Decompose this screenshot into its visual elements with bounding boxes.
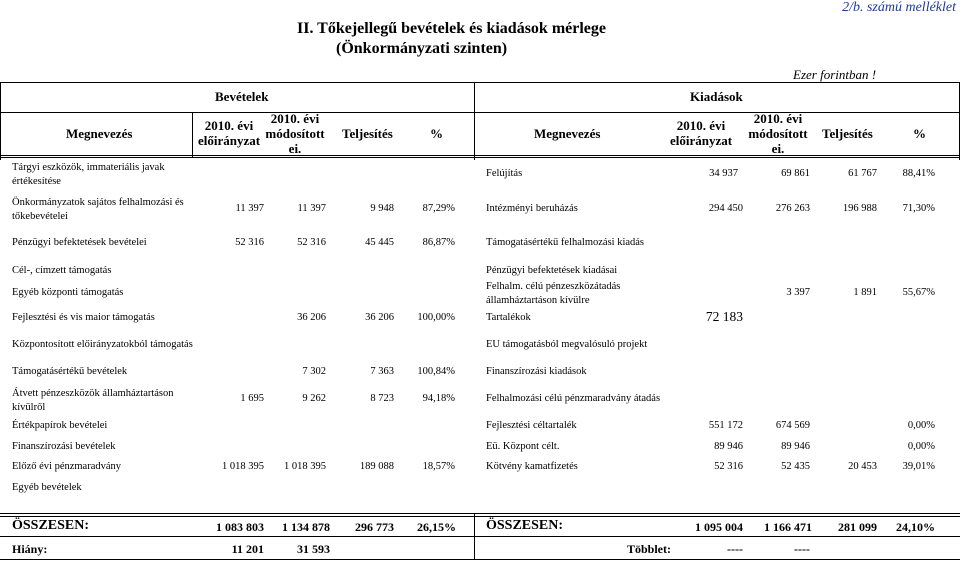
row3-right-name: Támogatásértékű felhalmozási kiadás (486, 237, 645, 248)
row8-left-modositott: 7 363 (370, 366, 394, 377)
row11-right-pct: 0,00% (907, 441, 935, 452)
row11-right-modositott: 89 946 (781, 441, 810, 452)
row9-left-name: Átvett pénzeszközök államháztartáson kívülről (12, 388, 174, 413)
row12-left-name: Előző évi pénzmaradvány (12, 461, 122, 472)
total-right-eloiranyzat: 1 095 004 (695, 520, 743, 534)
row1-left-name: Tárgyi eszközök, immateriális javak értékesítése (12, 162, 165, 187)
header-bevetelek: Bevételek (215, 89, 269, 104)
row6-right-name: Tartalékok (486, 312, 531, 323)
row1-right-teljesites: 61 767 (848, 168, 877, 179)
row10-right-pct: 0,00% (907, 420, 935, 431)
rule (474, 82, 475, 160)
row1-right-modositott: 69 861 (781, 168, 810, 179)
total-label-left: ÖSSZESEN: (12, 518, 90, 533)
rule (0, 82, 960, 83)
row3-left-name: Pénzügyi befektetések bevételei (12, 237, 147, 248)
total-left-teljesites: 296 773 (355, 520, 394, 534)
row12-right-teljesites: 20 453 (848, 461, 877, 472)
row11-left-name: Finanszírozási bevételek (12, 441, 116, 452)
row9-left-teljesites: 8 723 (370, 393, 394, 404)
row13-left-name: Egyéb bevételek (12, 482, 82, 493)
row1-right-eloiranyzat: 34 937 (709, 168, 738, 179)
row6-left-teljesites: 100,00% (417, 312, 455, 323)
row2-right-teljesites: 196 988 (842, 203, 877, 214)
row6-left-eloiranyzat: 36 206 (297, 312, 326, 323)
tobblet-label: Többlet: (627, 542, 672, 556)
row2-right-eloiranyzat: 294 450 (708, 203, 743, 214)
row7-left-name: Központosított előirányzatokból támogatás (12, 339, 193, 350)
row12-left-eloiranyzat: 1 018 395 (222, 461, 264, 472)
header-teljesites-right: Teljesítés (822, 126, 873, 141)
header-megnevezes-left: Megnevezés (66, 126, 133, 141)
rule (0, 82, 1, 160)
page-title: II. Tőkejellegű bevételek és kiadások mérlege (297, 20, 607, 37)
row11-right-name: Eü. Központ célt. (486, 441, 560, 452)
row2-left-name: Önkormányzatok sajátos felhalmozási és tőkebevételei (12, 197, 184, 222)
row5-right-teljesites: 1 891 (853, 287, 877, 298)
rule (0, 536, 960, 537)
row5-left-name: Egyéb központi támogatás (12, 287, 124, 298)
row8-left-eloiranyzat: 7 302 (302, 366, 326, 377)
row10-left-name: Értékpapírok bevételei (12, 420, 108, 431)
row12-right-pct: 39,01% (902, 461, 935, 472)
total-left-modositott: 1 134 878 (282, 520, 330, 534)
page-subtitle: (Önkormányzati szinten) (336, 40, 508, 57)
total-left-pct: 26,15% (417, 520, 456, 534)
row5-right-modositott: 3 397 (786, 287, 810, 298)
row9-right-name: Felhalmozási célú pénzmaradvány átadás (486, 393, 661, 404)
hiany-eloiranyzat: 11 201 (231, 542, 264, 556)
header-megnevezes-right: Megnevezés (534, 126, 601, 141)
row10-right-eloiranyzat: 551 172 (708, 420, 743, 431)
row2-left-eloiranyzat: 11 397 (235, 203, 264, 214)
row10-right-modositott: 674 569 (775, 420, 810, 431)
row1-right-name: Felújítás (486, 168, 523, 179)
row12-right-name: Kötvény kamatfizetés (486, 461, 578, 472)
rule (0, 112, 960, 113)
row10-right-name: Fejlesztési céltartalék (486, 420, 577, 431)
row4-right-name: Pénzügyi befektetések kiadásai (486, 265, 618, 276)
header-kiadasok: Kiadások (690, 89, 743, 104)
rule (0, 513, 960, 514)
row4-left-name: Cél-, címzett támogatás (12, 265, 112, 276)
total-label-right: ÖSSZESEN: (486, 518, 564, 533)
row2-right-modositott: 276 263 (775, 203, 810, 214)
total-right-modositott: 1 166 471 (764, 520, 812, 534)
row2-right-pct: 71,30% (902, 203, 935, 214)
row3-left-pct: 86,87% (422, 237, 455, 248)
row11-right-eloiranyzat: 89 946 (714, 441, 743, 452)
row3-left-modositott: 52 316 (297, 237, 326, 248)
total-right-pct: 24,10% (896, 520, 935, 534)
total-right-teljesites: 281 099 (838, 520, 877, 534)
row9-left-modositott: 9 262 (302, 393, 326, 404)
rule (474, 513, 475, 560)
header-eloiranyzat-left: 2010. évi előirányzat (197, 118, 261, 148)
row2-left-teljesites: 9 948 (370, 203, 394, 214)
header-eloiranyzat-right: 2010. évi előirányzat (669, 118, 733, 148)
row2-left-modositott: 11 397 (297, 203, 326, 214)
header-pct-left: % (430, 126, 443, 141)
row1-right-pct: 88,41% (902, 168, 935, 179)
tobblet-eloiranyzat: ---- (727, 542, 743, 556)
annex-label: 2/b. számú melléklet (842, 0, 956, 15)
rule (0, 516, 960, 517)
header-modositott-left: 2010. évi módosított ei. (265, 111, 325, 156)
total-left-eloiranyzat: 1 083 803 (216, 520, 264, 534)
header-modositott-right: 2010. évi módosított ei. (748, 111, 808, 156)
row6-left-name: Fejlesztési és vis maior támogatás (12, 312, 155, 323)
row5-right-pct: 55,67% (902, 287, 935, 298)
row8-right-name: Finanszírozási kiadások (486, 366, 587, 377)
row12-left-pct: 18,57% (422, 461, 455, 472)
hiany-label: Hiány: (12, 542, 48, 556)
hiany-modositott: 31 593 (297, 542, 330, 556)
row8-left-name: Támogatásértékű bevételek (12, 366, 128, 377)
row2-left-pct: 87,29% (422, 203, 455, 214)
row3-left-eloiranyzat: 52 316 (235, 237, 264, 248)
tobblet-modositott: ---- (794, 542, 810, 556)
header-teljesites-left: Teljesítés (342, 126, 393, 141)
row3-left-teljesites: 45 445 (365, 237, 394, 248)
row9-left-pct: 94,18% (422, 393, 455, 404)
row12-right-modositott: 52 435 (781, 461, 810, 472)
row12-right-eloiranyzat: 52 316 (714, 461, 743, 472)
row12-left-modositott: 1 018 395 (284, 461, 326, 472)
rule (0, 559, 960, 560)
header-pct-right: % (913, 126, 926, 141)
rule (0, 155, 960, 156)
row6-right-eloiranyzat: 72 183 (705, 309, 743, 324)
row12-left-teljesites: 189 088 (359, 461, 394, 472)
row8-left-teljesites: 100,84% (417, 366, 455, 377)
rule (0, 157, 960, 158)
row9-left-eloiranyzat: 1 695 (240, 393, 264, 404)
unit-label: Ezer forintban ! (793, 67, 877, 82)
row2-right-name: Intézményi beruházás (486, 203, 578, 214)
row7-right-name: EU támogatásból megvalósuló projekt (486, 339, 648, 350)
rule (192, 112, 193, 157)
row5-right-name: Felhalm. célú pénzeszközátadás államháztartáson kívülre (486, 281, 621, 306)
row6-left-modositott: 36 206 (365, 312, 394, 323)
